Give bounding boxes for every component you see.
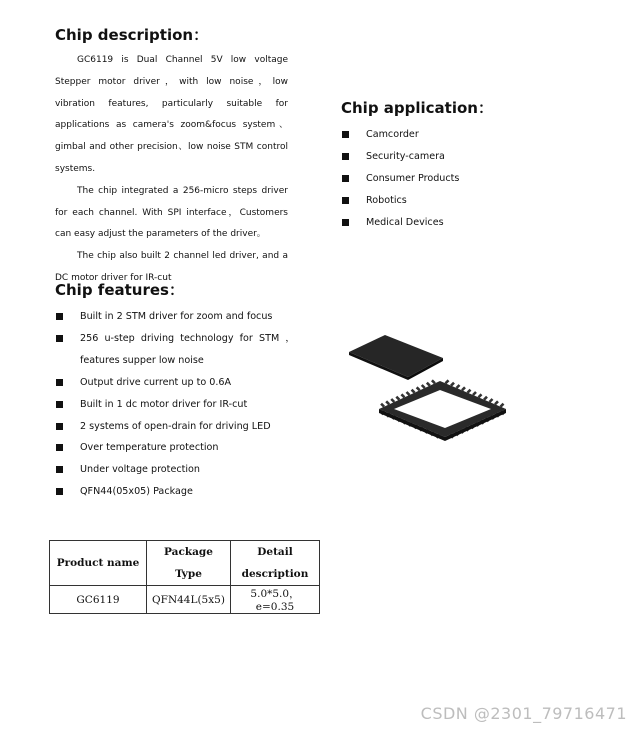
list-item: Security-camera: [341, 146, 541, 168]
product-table: [49, 540, 320, 614]
square-bullet-icon: [56, 335, 63, 342]
chip-pad: [479, 394, 482, 397]
square-bullet-icon: [56, 313, 63, 320]
square-bullet-icon: [342, 175, 349, 182]
list-item: Built in 2 STM driver for zoom and focus: [55, 306, 295, 328]
chip-pad: [396, 397, 399, 400]
square-bullet-icon: [342, 131, 349, 138]
list-item: Medical Devices: [341, 212, 541, 234]
list-item: Under voltage protection: [55, 459, 295, 481]
square-bullet-icon: [56, 401, 63, 408]
qfn44-chip-icon: [335, 330, 525, 455]
square-bullet-icon: [56, 488, 63, 495]
square-bullet-icon: [342, 197, 349, 204]
table-cell: 5.0*5.0，e=0.35: [231, 586, 320, 614]
chip-pad: [457, 385, 460, 388]
list-item: Built in 1 dc motor driver for IR-cut: [55, 394, 295, 416]
list-item: Robotics: [341, 190, 541, 212]
chip-description-heading: Chip description：: [55, 26, 209, 44]
list-item: Camcorder: [341, 124, 541, 146]
table-cell: QFN44L(5x5): [147, 586, 231, 614]
square-bullet-icon: [56, 444, 63, 451]
chip-application-heading: Chip application：: [341, 99, 493, 117]
square-bullet-icon: [56, 466, 63, 473]
chip-pad: [484, 397, 487, 400]
description-paragraph: The chip integrated a 256-micro steps driver for each channel. With SPI interface，Customers can easy adjust the parameters of the driver。: [55, 185, 288, 240]
applications-list: [341, 124, 541, 234]
table-header-cell: Product name: [50, 541, 147, 586]
chip-features-heading: Chip features：: [55, 281, 184, 299]
chip-pad: [422, 385, 425, 388]
description-paragraph: The chip also built 2 channel led driver, and a DC motor driver for IR-cut: [55, 251, 288, 283]
chip-pad: [490, 399, 493, 402]
chip-pad: [391, 399, 394, 402]
table-header-row: [50, 541, 320, 586]
square-bullet-icon: [56, 423, 63, 430]
chip-pad: [473, 392, 476, 395]
chip-pad: [432, 380, 435, 383]
chip-pad: [407, 392, 410, 395]
description-paragraph: GC6119 is Dual Channel 5V low voltage Stepper motor driver，with low noise，low vibration features, particularly suitable for applications as camera's zoom&focus system、gimbal and other precision、low noise STM control systems.: [55, 55, 288, 174]
list-item: Consumer Products: [341, 168, 541, 190]
chip-pad: [501, 404, 504, 407]
chip-pad: [462, 387, 465, 390]
chip-description-body: [55, 50, 288, 290]
chip-pad: [386, 401, 389, 404]
table-header-cell: Detail description: [231, 541, 320, 586]
list-item: Output drive current up to 0.6A: [55, 372, 295, 394]
list-item: Over temperature protection: [55, 437, 295, 459]
square-bullet-icon: [342, 219, 349, 226]
table-cell: GC6119: [50, 586, 147, 614]
features-list: [55, 306, 295, 503]
square-bullet-icon: [56, 379, 63, 386]
chip-pad: [495, 401, 498, 404]
chip-pad: [417, 387, 420, 390]
square-bullet-icon: [342, 153, 349, 160]
chip-pad: [381, 404, 384, 407]
table-header-cell: Package Type: [147, 541, 231, 586]
list-item: QFN44(05x05) Package: [55, 481, 295, 503]
chip-pad: [412, 390, 415, 393]
watermark-text: CSDN @2301_79716471: [420, 704, 627, 723]
chip-pad: [468, 390, 471, 393]
table-row: [50, 586, 320, 614]
chip-pad: [401, 394, 404, 397]
list-item: 2 systems of open-drain for driving LED: [55, 416, 295, 438]
chip-pad: [427, 383, 430, 386]
list-item: 256 u-step driving technology for STM ，features supper low noise: [55, 328, 295, 372]
chip-pad: [451, 383, 454, 386]
chip-pad: [446, 380, 449, 383]
